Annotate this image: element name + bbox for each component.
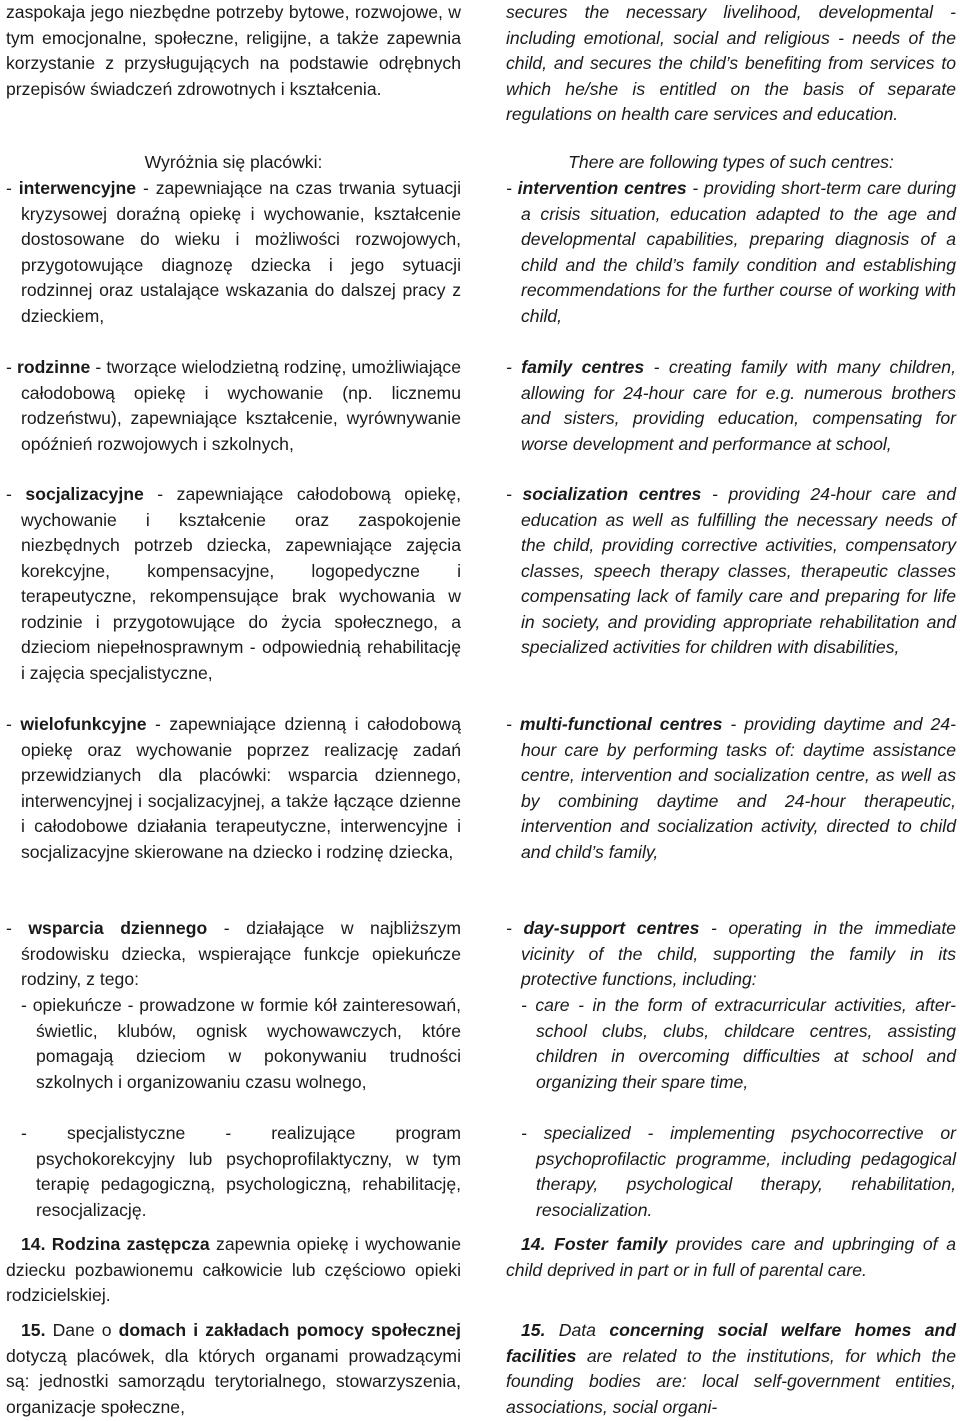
intro-paragraph-en: secures the necessary livelihood, developmental - including emotional, social and religious - needs of the child, and secures the child’s benefiting from services to which he/she is entitled on the basis of separate regulations on health care services and education. [506,2,956,124]
list-item-socialization: - socialization centres - providing 24-hour care and education as well as fulfilling the necessary needs of the child, providing corrective activities, compensatory classes, speech therapy classes, therapeutic classes compensating lack of family care and preparing for life in society, and providing appropriate rehabilitation and specialized activities for children with disabilities, [506,484,956,657]
list-item-wielofunkcyjne: - wielofunkcyjne - zapewniające dzienną i całodobową opiekę oraz wychowanie poprzez realizację zadań przewidzianych dla placówki: wsparcia dziennego, interwencyjnej i socjalizacyjnej, a także łączące dzienne i całodobowe działania terapeutyczne, interwencyjne i socjalizacyjne skierowane na dziecko i rodzinę dziecka, [6,714,461,862]
types-heading-pl: Wyróżnia się placówki: [144,152,323,172]
list-item-intervention: - intervention centres - providing short-term care during a crisis situation, education adapted to the age and developmental capabilities, preparing diagnosis of a child and the child’s family condition and establishing recommendations for the further course of working with child, [506,178,956,326]
paragraph-15-pl: 15. Dane o domach i zakładach pomocy społecznej dotyczą placówek, dla których organami prowadzącymi są: jednostki samorządu terytorialnego, stowarzyszenia, organizacje społeczne, [6,1320,461,1417]
intro-paragraph-pl: zaspokaja jego niezbędne potrzeby bytowe, rozwojowe, w tym emocjonalne, społeczne, religijne, a także zapewnia korzystanie z przysługujących na podstawie odrębnych przepisów świadczeń zdrowotnych i kształcenia. [6,2,461,99]
list-item-socjalizacyjne: - socjalizacyjne - zapewniające całodobową opiekę, wychowanie i kształcenie oraz zaspokojenie niezbędnych potrzeb dziecka, zapewniające zajęcia korekcyjne, kompensacyjne, logopedyczne i terapeutyczne, rekompensujące brak wychowania w rodzinie i przygotowujące do życia społecznego, a dzieciom niepełnosprawnym - odpowiednią rehabilitację i zajęcia specjalistyczne, [6,484,461,683]
list-item-interwencyjne: - interwencyjne - zapewniające na czas trwania sytuacji kryzysowej doraźną opiekę i wychowanie, kształcenie dostosowane do wieku i możliwości rozwojowych, przygotowujące diagnozę dziecka i jego sytuacji rodzinnej oraz ustalające wskazania do dalszej pracy z dzieckiem, [6,178,461,326]
sub-item-care: - care - in the form of extracurricular activities, after-school clubs, clubs, childcare centres, assisting children in overcoming difficulties at school and organizing their spare time, [521,995,956,1092]
paragraph-14-pl: 14. Rodzina zastępcza zapewnia opiekę i wychowanie dziecku pozbawionemu całkowicie lub częściowo opieki rodzicielskiej. [6,1234,461,1305]
list-item-wsparcia-dziennego: - wsparcia dziennego - działające w najbliższym środowisku dziecka, wspierające funkcje opiekuńcze rodziny, z tego: [6,918,461,989]
list-item-rodzinne: - rodzinne - tworzące wielodzietną rodzinę, umożliwiające całodobową opiekę i wychowanie (np. licznemu rodzeństwu), zapewniające kształcenie, wyrównywanie opóźnień rozwojowych i szkolnych, [6,357,461,454]
paragraph-15-en: 15. Data concerning social welfare homes and facilities are related to the institutions, for which the founding bodies are: local self-government entities, associations, social organi- [506,1320,956,1417]
sub-item-specjalistyczne: - specjalistyczne - realizujące program psychokorekcyjny lub psychoprofilaktyczny, w tym terapię pedagogiczną, psychologiczną, rehabilitację, resocjalizację. [21,1123,461,1220]
sub-item-specialized: - specialized - implementing psychocorrective or psychoprofilactic programme, including pedagogical therapy, psychological therapy, rehabilitation, resocialization. [521,1123,956,1220]
list-item-family: - family centres - creating family with many children, allowing for 24-hour care for e.g. numerous brothers and sisters, providing education, compensating for worse development and performance at school, [506,357,956,454]
paragraph-14-en: 14. Foster family provides care and upbringing of a child deprived in part or in full of parental care. [506,1234,956,1280]
list-item-day-support: - day-support centres - operating in the immediate vicinity of the child, supporting the family in its protective functions, including: [506,918,956,989]
sub-item-opiekuncze: - opiekuńcze - prowadzone w formie kół zainteresowań, świetlic, klubów, ognisk wychowawczych, które pomagają dzieciom w pokonywaniu trudności szkolnych i organizowaniu czasu wolnego, [21,995,461,1092]
types-heading-en: There are following types of such centres: [568,152,894,172]
list-item-multi-functional: - multi-functional centres - providing daytime and 24-hour care by performing tasks of: daytime assistance centre, intervention and socialization centre, as well as by combining daytime and 24-hour therapeutic, intervention and socialization activity, directed to child and child’s family, [506,714,956,862]
